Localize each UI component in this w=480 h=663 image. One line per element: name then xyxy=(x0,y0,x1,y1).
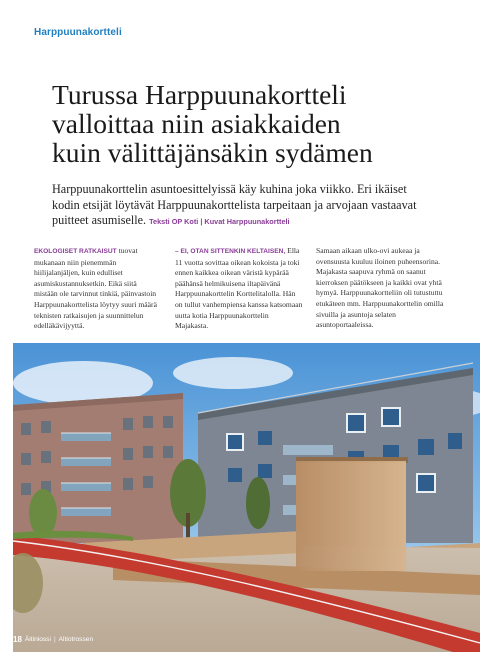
lead-paragraph xyxy=(52,182,437,230)
headline xyxy=(52,80,452,167)
headline-line: Turussa Harppuunakortteli xyxy=(52,79,347,110)
section-tag: Harppuunakortteli xyxy=(34,27,122,38)
column-text: Samaan aikaan ulko-ovi aukeaa ja ovensuusta kuuluu iloinen puheensorina. Majakasta saapuva ryhmä on saanut kierroksen päätökseen ja kaikki ovat yhtä hymyä. Harppuunakortteliin oli tutustuttu etukäteen mm. Harppuunakorttelin omilla sivuilla ja asuntoja selaten asuntoportaaleissa. xyxy=(316,246,444,330)
page-number: 18 xyxy=(13,635,22,644)
magazine-name: Äitiniossi xyxy=(24,636,51,643)
headline-line: kuin välittäjänsäkin sydämen xyxy=(52,137,373,168)
headline-line: valloittaa niin asiakkaiden xyxy=(52,108,341,139)
lead-text: Harppuunakorttelin asuntoesittelyissä käy kuhina joka viikko. Eri ikäiset kodin etsijät löytävät Harppuunakorttelista tarpeitaan ja arvojaan vastaavat puitteet asumiselle. xyxy=(52,182,417,227)
body-column-1 xyxy=(34,246,162,332)
article-credits: Teksti OP Koti | Kuvat Harppuunakortteli xyxy=(149,217,290,226)
building-photo xyxy=(13,343,480,652)
magazine-tagline: Altiotrossen xyxy=(58,636,94,643)
column-text: Ella 11 vuotta sovittaa oikean kokoista ja toki ennen kaikkea oikean väristä kypärää päähänsä helmikuisena iltapäivänä Harppuunakorttelin Korttelitalolla. Hän on tullut vanhempiensa kanssa katsomaan uutta kotia Harppuunakorttelin Majakasta. xyxy=(175,246,303,331)
column-lead-in: – EI, OTAN SITTENKIN KELTAISEN, xyxy=(175,248,286,255)
page-footer xyxy=(13,635,93,644)
body-column-2 xyxy=(175,246,303,332)
footer-separator: | xyxy=(53,636,56,643)
body-column-3 xyxy=(316,246,444,331)
column-text: tuovat mukanaan niin pienemmän hiilijalanjäljen, kuin edulliset asumiskustannuksetkin. Eikä siitä mistään ole tarvinnut tinkiä, päinvastoin Harppuunakorttelista löytyy suuri määrä teknisten ratkaisujen ja suunnittelun edelläkävijyyttä. xyxy=(34,246,157,331)
column-lead-in: EKOLOGISET RATKAISUT xyxy=(34,248,117,255)
